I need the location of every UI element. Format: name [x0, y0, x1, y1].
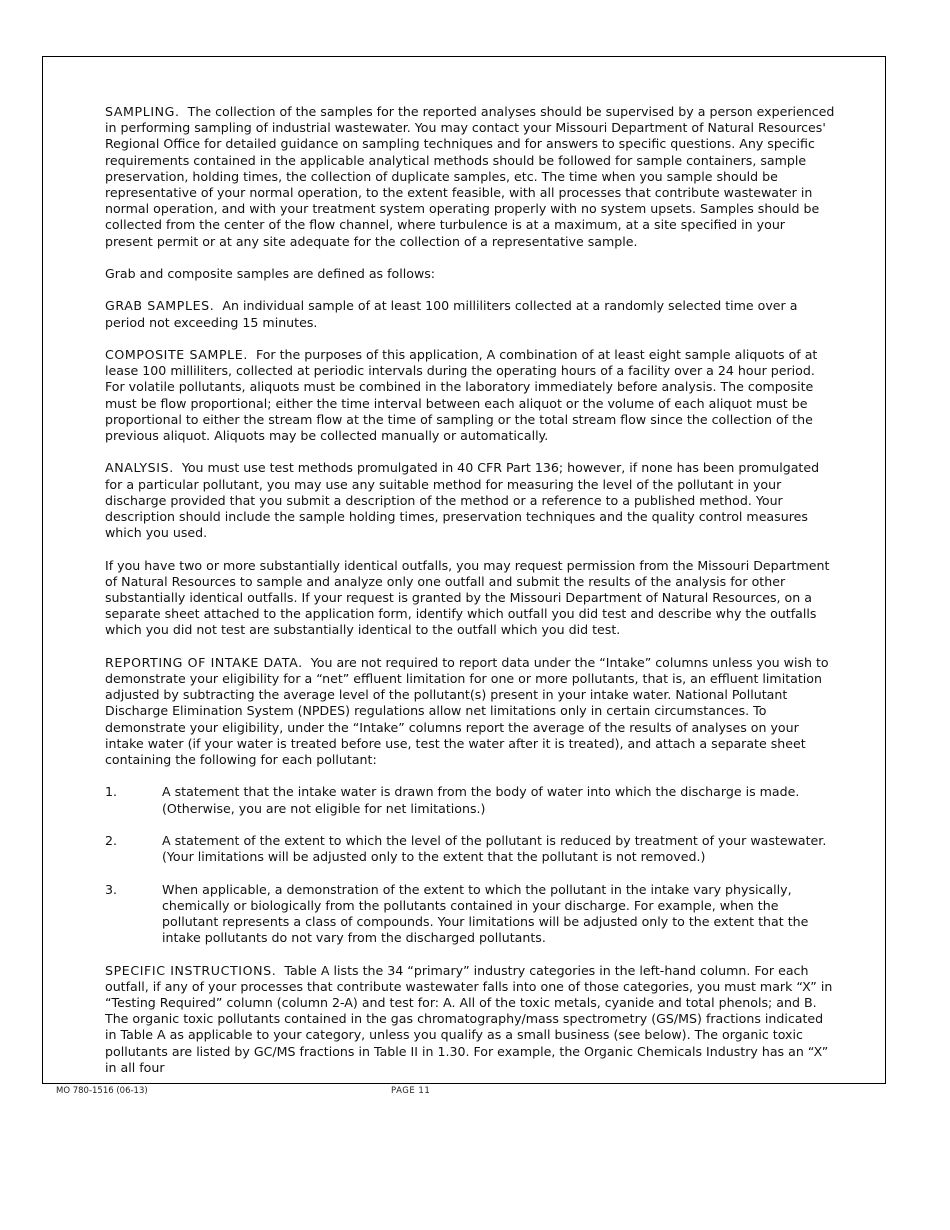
page-number: PAGE 11: [391, 1086, 431, 1096]
composite-paragraph: [105, 347, 835, 444]
grab-paragraph: [105, 298, 835, 330]
grab-body: An individual sample of at least 100 milliliters collected at a randomly selected time over a period not exceeding 15 minutes.: [105, 298, 798, 330]
specific-heading: SPECIFIC INSTRUCTIONS.: [105, 962, 277, 978]
composite-heading: COMPOSITE SAMPLE.: [105, 347, 248, 362]
intake-body: You are not required to report data under the “Intake” columns unless you wish to demonstrate your eligibility for a “net” effluent limitation for one or more pollutants, that is, an effluent limitation adjusted by subtracting the average level of the pollutant(s) present in your intake water. National Pollutant Discharge Elimination System (NPDES) regulations allow net limitations only in certain circumstances. To demonstrate your eligibility, under the “Intake” columns report the average of the results of analyses on your intake water (if your water is treated before use, test the water after it is treated), and attach a separate sheet containing the following for each pollutant:: [105, 654, 829, 768]
list-item-text: A statement that the intake water is drawn from the body of water into which the discharge is made. (Otherwise, you are not eligible for net limitations.): [162, 784, 800, 816]
intake-paragraph: [105, 655, 835, 768]
list-item-number: 1.: [105, 784, 118, 800]
list-item-text: When applicable, a demonstration of the extent to which the pollutant in the intake vary physically, chemically or biologically from the pollutants contained in your discharge. For example, when the pollutant represents a class of compounds. Your limitations will be adjusted only to the extent that the intake pollutants do not vary from the discharged pollutants.: [162, 881, 809, 946]
specific-instructions-paragraph: [105, 963, 835, 1076]
list-item-number: 3.: [105, 881, 118, 897]
analysis-heading: ANALYSIS.: [105, 460, 174, 476]
page-frame: [42, 56, 886, 1084]
instructions-content: [105, 104, 835, 1092]
list-item-number: 2.: [105, 833, 118, 849]
outfalls-paragraph: If you have two or more substantially identical outfalls, you may request permission from the Missouri Department of Natural Resources to sample and analyze only one outfall and submit the results of the analysis for other substantially identical outfalls. If your request is granted by the Missouri Department of Natural Resources, on a separate sheet attached to the application form, identify which outfall you did test and describe why the outfalls which you did not test are substantially identical to the outfall which you did test.: [105, 557, 830, 638]
sampling-heading: SAMPLING.: [105, 104, 180, 119]
form-number: MO 780-1516 (06-13): [56, 1086, 148, 1096]
list-item: [105, 833, 835, 865]
grab-heading: GRAB SAMPLES.: [105, 298, 215, 314]
sampling-body: The collection of the samples for the reported analyses should be supervised by a person experienced in performing sampling of industrial wastewater. You may contact your Missouri Department of Natural Resources' Regional Office for detailed guidance on sampling techniques and for answers to specific questions. Any specific requirements contained in the applicable analytical methods should be followed for sample containers, sample preservation, holding times, the collection of duplicate samples, etc. The time when you sample should be representative of your normal operation, to the extent feasible, with all processes that contribute wastewater in normal operation, and with your treatment system operating properly with no system upsets. Samples should be collected from the center of the flow channel, where turbulence is at a maximum, at a site specified in your present permit or at any site adequate for the collection of a representative sample.: [105, 104, 835, 249]
specific-body: Table A lists the 34 “primary” industry categories in the left-hand column. For each outfall, if any of your processes that contribute wastewater falls into one of those categories, you must mark “X” in “Testing Required” column (column 2-A) and test for: A. All of the toxic metals, cyanide and total phenols; and B. The organic toxic pollutants contained in the gas chromatography/mass spectrometry (GS/MS) fractions indicated in Table A as applicable to your category, unless you qualify as a small business (see below). The organic toxic pollutants are listed by GC/MS fractions in Table II in 1.30. For example, the Organic Chemicals Industry has an “X” in all four: [105, 962, 833, 1075]
sampling-paragraph: [105, 104, 835, 250]
list-item: [105, 882, 835, 947]
list-item: [105, 784, 835, 816]
list-item-text: A statement of the extent to which the level of the pollutant is reduced by treatment of your wastewater. (Your limitations will be adjusted only to the extent that the pollutant is not removed.): [162, 833, 827, 865]
analysis-paragraph: [105, 460, 835, 541]
composite-body: For the purposes of this application, A combination of at least eight sample aliquots of at lease 100 milliliters, collected at periodic intervals during the operating hours of a facility over a 24 hour period. For volatile pollutants, aliquots must be combined in the laboratory immediately before analysis. The composite must be flow proportional; either the time interval between each aliquot or the volume of each aliquot must be proportional to either the stream flow at the time of sampling or the total stream flow since the collection of the previous aliquot. Aliquots may be collected manually or automatically.: [105, 347, 818, 444]
grab-intro-paragraph: Grab and composite samples are defined as follows:: [105, 266, 436, 282]
intake-heading: REPORTING OF INTAKE DATA.: [105, 654, 303, 670]
analysis-body: You must use test methods promulgated in 40 CFR Part 136; however, if none has been promulgated for a particular pollutant, you may use any suitable method for measuring the level of the pollutant in your discharge provided that you submit a description of the method or a reference to a published method. Your description should include the sample holding times, preservation techniques and the quality control measures which you used.: [105, 460, 820, 541]
